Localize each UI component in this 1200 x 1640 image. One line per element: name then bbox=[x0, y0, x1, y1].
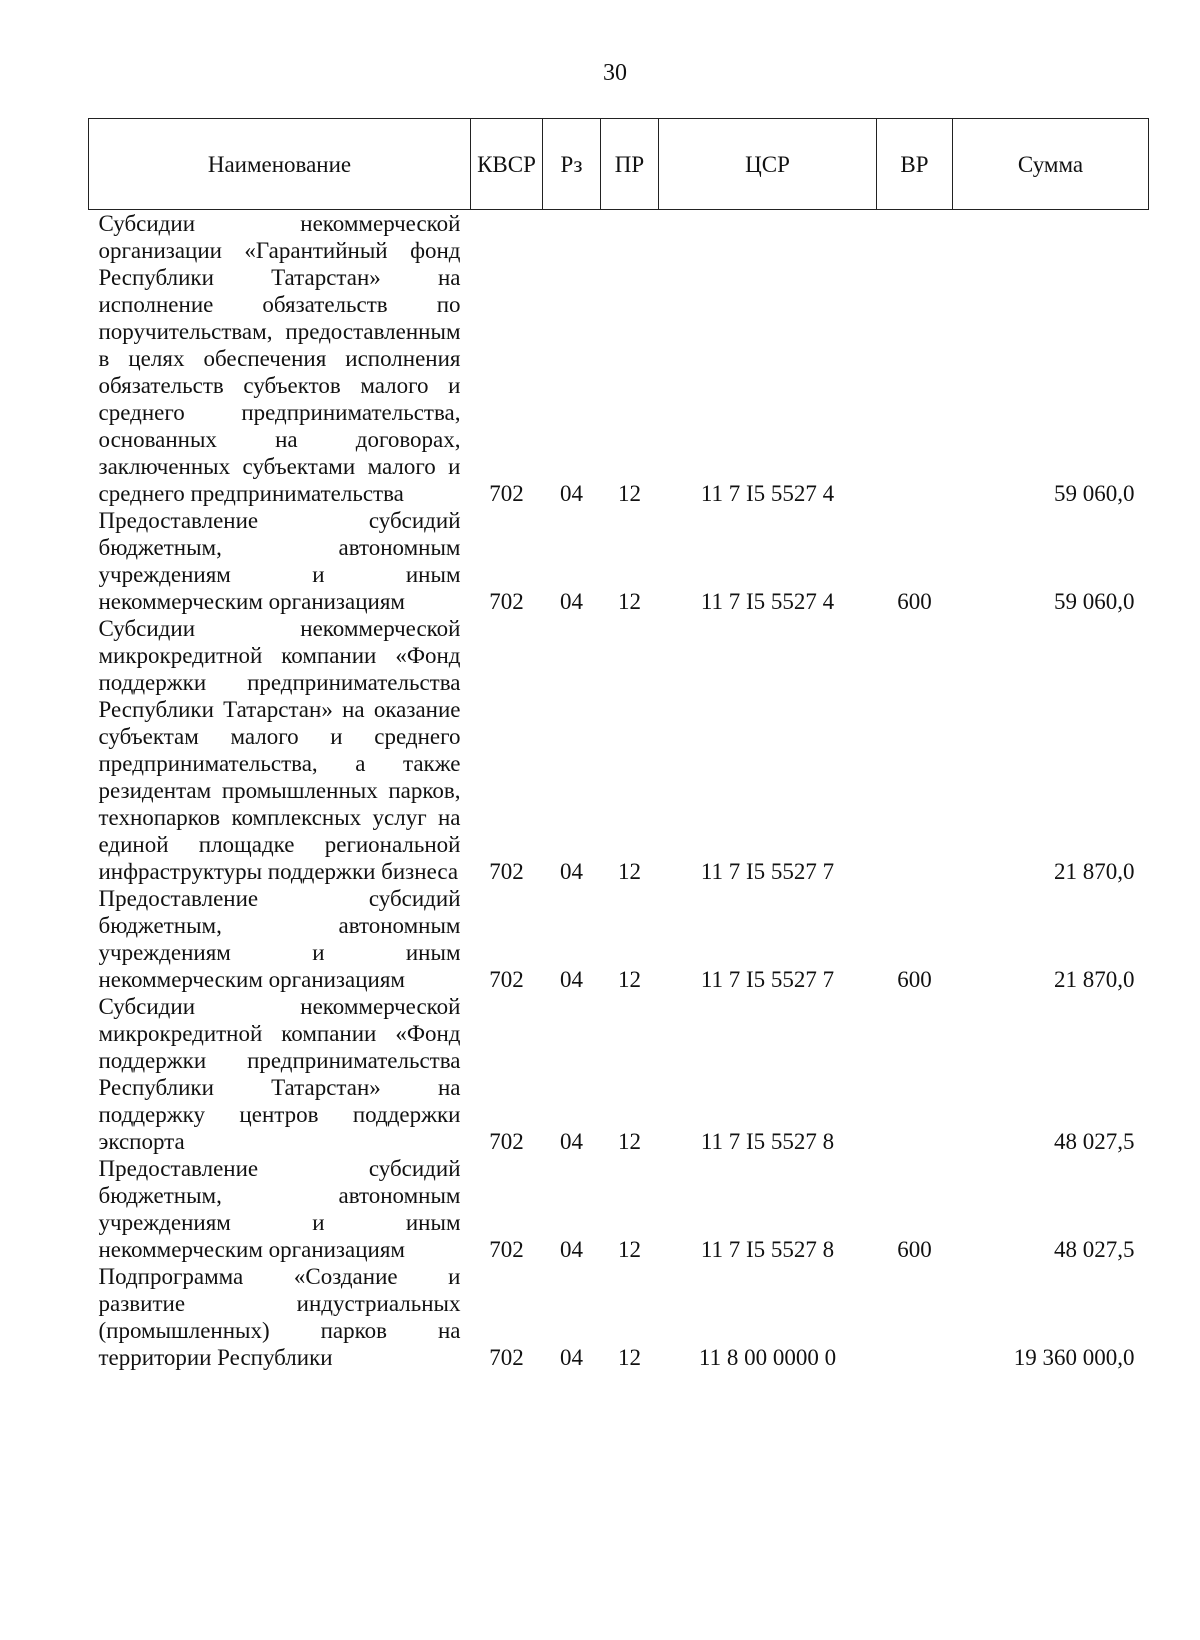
row-sum: 59 060,0 bbox=[1054, 589, 1135, 614]
row-sum: 48 027,5 bbox=[1054, 1237, 1135, 1262]
page-number: 30 bbox=[603, 60, 627, 86]
row-name: Субсидии некоммерческой микрокредитной компании «Фонд поддержки предпринимательства Республики Татарстан» на оказание субъектам малого и среднего предпринимательства, а также резидентам промышленных парков, технопарков комплексных услуг на единой площадке региональной инфраструктуры поддержки бизнеса bbox=[98, 616, 461, 884]
header-name: Наименование bbox=[89, 119, 471, 210]
header-kvsr: КВСР bbox=[471, 119, 543, 210]
header-sum: Сумма bbox=[953, 119, 1149, 210]
table-row bbox=[89, 1155, 1149, 1263]
row-csr: 11 8 00 0000 0 bbox=[698, 1345, 837, 1370]
row-vr bbox=[877, 615, 953, 885]
row-kvsr: 702 bbox=[489, 481, 524, 506]
row-rz: 04 bbox=[560, 481, 583, 506]
row-kvsr: 702 bbox=[489, 967, 524, 992]
table-row bbox=[89, 1263, 1149, 1371]
row-vr: 600 bbox=[897, 1237, 932, 1262]
row-pr: 12 bbox=[618, 1129, 641, 1154]
row-name: Предоставление субсидий бюджетным, автономным учреждениям и иным некоммерческим организациям bbox=[98, 1156, 461, 1262]
header-pr: ПР bbox=[601, 119, 659, 210]
row-rz: 04 bbox=[560, 859, 583, 884]
table-row bbox=[89, 993, 1149, 1155]
row-sum: 59 060,0 bbox=[1054, 481, 1135, 506]
row-sum: 21 870,0 bbox=[1054, 967, 1135, 992]
row-sum: 19 360 000,0 bbox=[1013, 1345, 1135, 1370]
row-csr: 11 7 I5 5527 4 bbox=[700, 481, 835, 506]
row-sum: 48 027,5 bbox=[1054, 1129, 1135, 1154]
row-sum: 21 870,0 bbox=[1054, 859, 1135, 884]
table-header-row bbox=[89, 119, 1149, 210]
row-vr bbox=[877, 1263, 953, 1371]
row-csr: 11 7 I5 5527 8 bbox=[700, 1237, 835, 1262]
row-pr: 12 bbox=[618, 1345, 641, 1370]
row-rz: 04 bbox=[560, 967, 583, 992]
row-csr: 11 7 I5 5527 8 bbox=[700, 1129, 835, 1154]
row-vr: 600 bbox=[897, 589, 932, 614]
row-pr: 12 bbox=[618, 481, 641, 506]
row-pr: 12 bbox=[618, 589, 641, 614]
row-csr: 11 7 I5 5527 7 bbox=[700, 859, 835, 884]
table-row bbox=[89, 885, 1149, 993]
row-csr: 11 7 I5 5527 7 bbox=[700, 967, 835, 992]
table-row bbox=[89, 507, 1149, 615]
row-kvsr: 702 bbox=[489, 1345, 524, 1370]
row-rz: 04 bbox=[560, 1129, 583, 1154]
row-vr: 600 bbox=[897, 967, 932, 992]
row-kvsr: 702 bbox=[489, 1237, 524, 1262]
row-vr bbox=[877, 993, 953, 1155]
row-name: Подпрограмма «Создание и развитие индустриальных (промышленных) парков на территории Республики bbox=[98, 1264, 461, 1370]
table-row bbox=[89, 210, 1149, 508]
row-name: Предоставление субсидий бюджетным, автономным учреждениям и иным некоммерческим организациям bbox=[98, 886, 461, 992]
row-name: Предоставление субсидий бюджетным, автономным учреждениям и иным некоммерческим организациям bbox=[98, 508, 461, 614]
row-csr: 11 7 I5 5527 4 bbox=[700, 589, 835, 614]
header-rz: Рз bbox=[543, 119, 601, 210]
row-kvsr: 702 bbox=[489, 589, 524, 614]
row-name: Субсидии некоммерческой организации «Гарантийный фонд Республики Татарстан» на исполнение обязательств по поручительствам, предоставленным в целях обеспечения исполнения обязательств субъектов малого и среднего предпринимательства, основанных на договорах, заключенных субъектами малого и среднего предпринимательства bbox=[98, 211, 461, 506]
row-rz: 04 bbox=[560, 1345, 583, 1370]
row-vr bbox=[877, 210, 953, 508]
header-csr: ЦСР bbox=[659, 119, 877, 210]
row-rz: 04 bbox=[560, 1237, 583, 1262]
row-pr: 12 bbox=[618, 1237, 641, 1262]
row-name: Субсидии некоммерческой микрокредитной компании «Фонд поддержки предпринимательства Республики Татарстан» на поддержку центров поддержки экспорта bbox=[98, 994, 461, 1154]
header-vr: ВР bbox=[877, 119, 953, 210]
table-row bbox=[89, 615, 1149, 885]
row-pr: 12 bbox=[618, 859, 641, 884]
row-rz: 04 bbox=[560, 589, 583, 614]
row-pr: 12 bbox=[618, 967, 641, 992]
row-kvsr: 702 bbox=[489, 1129, 524, 1154]
budget-table bbox=[88, 118, 1149, 1371]
row-kvsr: 702 bbox=[489, 859, 524, 884]
